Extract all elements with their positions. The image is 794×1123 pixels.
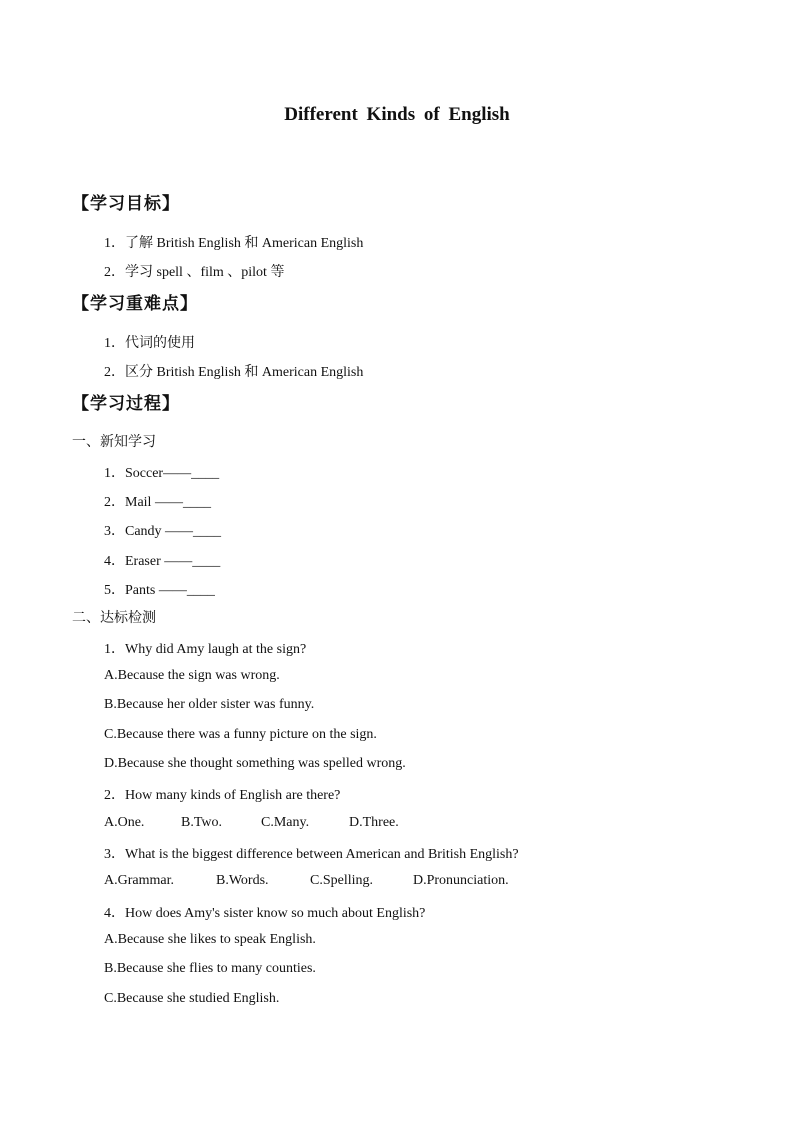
q2-option-b: B.Two.: [181, 815, 223, 830]
vocab-item-3: 3．Candy ——____: [104, 524, 222, 539]
vocab-item-5: 5．Pants ——____: [104, 583, 215, 598]
question-2: 2．How many kinds of English are there?: [104, 788, 341, 803]
q1-option-b: B.Because her older sister was funny.: [104, 697, 315, 712]
key-point-item-1: 1．代词的使用: [104, 336, 195, 351]
question-4: 4．How does Amy's sister know so much about English?: [104, 906, 426, 921]
q2-option-d: D.Three.: [349, 815, 399, 830]
heading-learning-goals: 【学习目标】: [72, 194, 180, 214]
q2-option-a: A.One.: [104, 815, 145, 830]
question-3: 3．What is the biggest difference between American and British English?: [104, 847, 519, 862]
document-title: Different Kinds of English: [284, 104, 510, 125]
q4-option-a: A.Because she likes to speak English.: [104, 932, 316, 947]
q1-option-a: A.Because the sign was wrong.: [104, 668, 280, 683]
goal-item-2: 2．学习 spell 、film 、pilot 等: [104, 265, 285, 280]
q4-option-c: C.Because she studied English.: [104, 991, 280, 1006]
q3-option-d: D.Pronunciation.: [413, 873, 509, 888]
q3-option-b: B.Words.: [216, 873, 269, 888]
heading-learning-process: 【学习过程】: [72, 394, 180, 414]
q1-option-c: C.Because there was a funny picture on the sign.: [104, 727, 377, 742]
key-point-item-2: 2．区分 British English 和 American English: [104, 365, 364, 380]
part2-title: 二、达标检测: [72, 610, 156, 626]
q4-option-b: B.Because she flies to many counties.: [104, 961, 316, 976]
q3-option-c: C.Spelling.: [310, 873, 374, 888]
q3-option-a: A.Grammar.: [104, 873, 174, 888]
goal-item-1: 1．了解 British English 和 American English: [104, 236, 364, 251]
heading-key-points: 【学习重难点】: [72, 294, 198, 314]
q1-option-d: D.Because she thought something was spelled wrong.: [104, 756, 406, 771]
q2-option-c: C.Many.: [261, 815, 310, 830]
vocab-item-1: 1．Soccer——____: [104, 466, 220, 481]
question-1: 1．Why did Amy laugh at the sign?: [104, 642, 307, 657]
vocab-item-2: 2．Mail ——____: [104, 495, 211, 510]
vocab-item-4: 4．Eraser ——____: [104, 554, 221, 569]
part1-title: 一、新知学习: [72, 434, 156, 450]
